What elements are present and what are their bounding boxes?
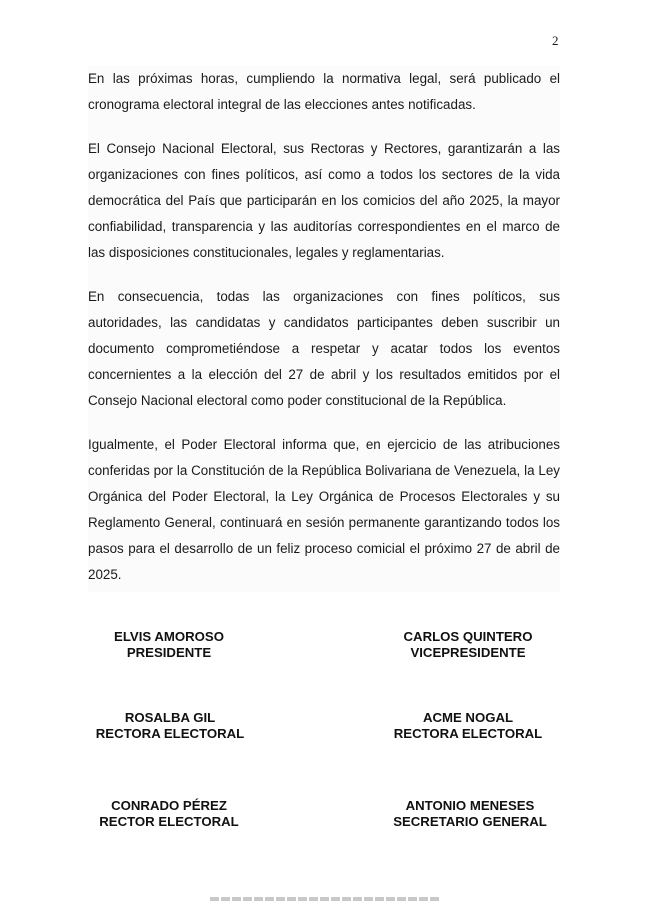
- signatory-name: CARLOS QUINTERO: [403, 629, 533, 644]
- signature-block: [90, 798, 248, 830]
- paragraph: El Consejo Nacional Electoral, sus Rectoras y Rectores, garantizarán a las organizaciones con fines políticos, así como a todos los sectores de la vida democrática del País que participarán en los comicios del año 2025, la mayor confiabilidad, transparencia y las auditorías correspondientes en el marco de las disposiciones constitucionales, legales y reglamentarias.: [88, 141, 560, 260]
- signature-block: [384, 798, 556, 830]
- signatory-title: RECTORA ELECTORAL: [393, 726, 543, 741]
- signatory-title: PRESIDENTE: [126, 645, 212, 660]
- signature-block: [96, 629, 242, 661]
- signatory-name: ANTONIO MENESES: [405, 798, 535, 813]
- signatory-title: VICEPRESIDENTE: [410, 645, 526, 660]
- signatory-title: RECTORA ELECTORAL: [95, 726, 245, 741]
- paragraph: En las próximas horas, cumpliendo la normativa legal, será publicado el cronograma electoral integral de las elecciones antes notificadas.: [88, 71, 560, 112]
- signatory-name: CONRADO PÉREZ: [111, 798, 227, 813]
- document-body: [88, 66, 560, 592]
- footer-text-fragment: [210, 897, 440, 901]
- signature-block: [388, 629, 548, 661]
- signatory-name: ELVIS AMOROSO: [114, 629, 224, 644]
- paragraph: Igualmente, el Poder Electoral informa que, en ejercicio de las atribuciones conferidas por la Constitución de la República Bolivariana de Venezuela, la Ley Orgánica del Poder Electoral, la Ley Orgánica de Procesos Electorales y su Reglamento General, continuará en sesión permanente garantizando todos los pasos para el desarrollo de un feliz proceso comicial el próximo 27 de abril de 2025.: [88, 437, 560, 582]
- signatory-title: RECTOR ELECTORAL: [99, 814, 239, 829]
- signature-block: [86, 710, 254, 742]
- signatory-name: ACME NOGAL: [422, 710, 514, 725]
- cut-off-footer-line: [210, 893, 440, 907]
- page-number: 2: [552, 33, 559, 48]
- signatory-name: ROSALBA GIL: [124, 710, 216, 725]
- paragraph: En consecuencia, todas las organizaciones con fines políticos, sus autoridades, las candidatas y candidatos participantes deben suscribir un documento comprometiéndose a respetar y acatar todos los eventos concernientes a la elección del 27 de abril y los resultados emitidos por el Consejo Nacional electoral como poder constitucional de la República.: [88, 289, 560, 408]
- signatory-title: SECRETARIO GENERAL: [393, 814, 547, 829]
- signature-block: [384, 710, 552, 742]
